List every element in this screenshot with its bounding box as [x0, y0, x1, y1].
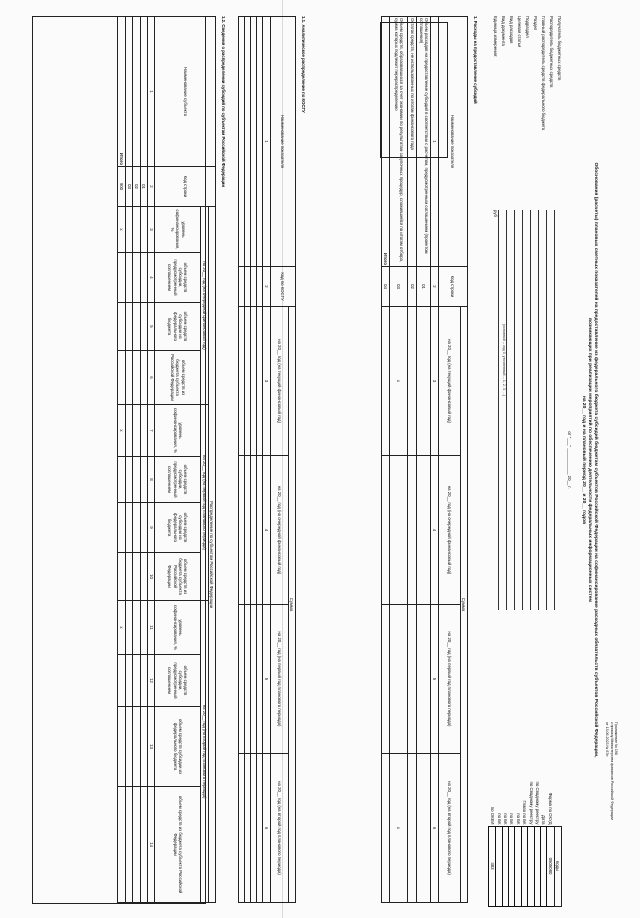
table-cell	[239, 307, 245, 456]
header-field-row	[522, 16, 530, 656]
table-cell	[390, 605, 408, 754]
header-field-line	[530, 210, 531, 610]
codes-value	[515, 826, 521, 906]
col-header: Наименование показателя	[438, 17, 467, 267]
codes-block	[488, 686, 562, 906]
codes-header: Коды	[554, 826, 561, 906]
row-code: 03	[125, 167, 132, 207]
row-code: 900	[118, 167, 125, 207]
unit-value: руб	[493, 210, 498, 217]
col-header: на 20__ год (на первый год планового периода)	[270, 605, 288, 754]
table-cell	[251, 267, 257, 307]
codes-value	[521, 826, 527, 906]
header-field-label: Целевая статья	[517, 16, 522, 48]
col-number: 4	[263, 456, 270, 605]
sub-col-header: объем средств из бюджета субъекта Российской Федерации	[155, 351, 201, 405]
codes-label: по Сводному реестру	[534, 781, 540, 825]
group-header: Распределение по субъектам Российской Федерации	[208, 207, 215, 903]
sub-col-header: уровень софинансирования, %	[155, 207, 201, 253]
table-cell	[408, 307, 417, 456]
col-number: 6	[147, 351, 154, 405]
row-code: 04	[382, 267, 390, 307]
table-cell: x	[118, 207, 125, 253]
codes-value: 383	[489, 826, 496, 906]
section1-1-title: 1.1. Аналитическое распределение по КОСГУ	[301, 16, 306, 113]
section1-1-table	[238, 16, 296, 903]
table-cell	[257, 17, 263, 267]
table-cell	[382, 605, 390, 754]
codes-label: Глава по БК	[522, 800, 528, 825]
codes-label: по БК	[496, 813, 502, 825]
codes-label: по БК	[515, 813, 521, 825]
table-cell	[382, 754, 390, 903]
table-cell	[245, 605, 251, 754]
table-cell	[257, 307, 263, 456]
header-field-label: Получатель бюджетных средств	[557, 16, 562, 81]
table-cell	[239, 267, 245, 307]
col-number: 1	[147, 17, 154, 167]
appendix-line: Приложение № 198	[614, 722, 618, 755]
col-number: 1	[431, 17, 438, 267]
table-cell	[245, 307, 251, 456]
col-number: 2	[263, 267, 270, 307]
title-line: возникающих при реализации мероприятий по обеспечению деятельности федеральных информационных систем	[586, 318, 592, 602]
codes-label: по Сводному реестру	[528, 781, 534, 825]
col-header: на 20__ год (на текущий финансовый год)	[270, 307, 288, 456]
title-line: Обоснования (расчеты) плановых сметных показателей на предоставление из федерального бюджета субсидий бюджетам субъектов Российской Федерации на софинансирование расходных обязательств субъектов Российской Федерации,	[593, 162, 598, 758]
codes-value: 0505080	[547, 826, 554, 906]
sub-col-header: уровень софинансирования, %	[155, 405, 201, 457]
row-code: 02	[408, 267, 417, 307]
codes-value	[509, 826, 515, 906]
codes-label: Дата	[541, 814, 547, 825]
table-cell	[251, 605, 257, 754]
table-cell	[245, 456, 251, 605]
col-number: 3	[431, 307, 438, 456]
table-cell	[417, 456, 431, 605]
sub-col-header: объем средств субсидии из федерального бюджета	[155, 303, 201, 351]
row-name: Остаток средств, не использованных по итогам финансового года	[408, 17, 417, 267]
col-number: 11	[147, 601, 154, 655]
table-cell	[245, 17, 251, 267]
table-cell	[251, 456, 257, 605]
col-number: 6	[431, 754, 438, 903]
table-cell	[251, 307, 257, 456]
col-header: Наименование показателя	[270, 17, 295, 267]
header-field-row	[554, 16, 562, 656]
col-header: на 20__ год (на текущий финансовый год)	[438, 307, 460, 456]
col-number: 1	[263, 17, 270, 267]
col-number: 10	[147, 553, 154, 601]
section1-2-frame	[32, 16, 206, 904]
header-field-row	[546, 16, 554, 656]
table-cell	[239, 605, 245, 754]
section1-title: 1. Расходы на предоставление субсидий	[473, 16, 478, 104]
header-field-line	[514, 210, 515, 610]
header-field-label: Главный распорядитель средств федерального бюджета	[541, 16, 546, 131]
col-header: на 20__ год (на второй год планового периода)	[438, 754, 460, 903]
header-field-label: Вид расходов	[509, 16, 514, 44]
col-number: 5	[147, 303, 154, 351]
header-field-line	[506, 210, 507, 610]
table-cell	[251, 17, 257, 267]
total-label: Итого	[118, 17, 125, 167]
col-number: 14	[147, 787, 154, 903]
col-number: 2	[147, 167, 154, 207]
appendix-line: к приказу Министерства финансов Российской Федерации	[609, 722, 614, 820]
year-header: на 20__ год (на первый год планового периода)	[201, 405, 208, 601]
col-number: 5	[263, 605, 270, 754]
sub-col-header: объем средств субсидии из федерального бюджета	[155, 707, 201, 787]
col-number: 12	[147, 655, 154, 707]
col-number: 5	[431, 605, 438, 754]
table-cell	[408, 456, 417, 605]
table-cell	[257, 605, 263, 754]
row-name: Объем средств, образовавшихся за счет экономии по результатам закупочных процедур, сложившейся по итогам отбора, сумма которых подлежит перераспределению	[390, 17, 408, 267]
header-field-line	[538, 210, 539, 610]
header-field-label: Подраздел	[525, 16, 530, 38]
table-cell	[251, 754, 257, 903]
header-field-label: Раздел	[533, 16, 538, 31]
sum-header: Сумма	[460, 307, 467, 903]
table-cell	[390, 456, 408, 605]
header-field-line	[554, 210, 555, 610]
table-cell: x	[390, 307, 408, 456]
row-name: Объем расходов на предоставление субсидий в соответствии с расчетом, предусмотренным соглашением (проектом соглашения)	[417, 17, 431, 267]
sub-col-header: объем средств из бюджета субъекта Российской Федерации	[155, 553, 201, 601]
col-number: 3	[263, 307, 270, 456]
table-cell	[382, 307, 390, 456]
table-cell	[382, 456, 390, 605]
header-field-row	[514, 16, 522, 656]
codes-label: по ОКЕИ	[489, 806, 495, 825]
table-cell	[257, 456, 263, 605]
col-number: 7	[147, 405, 154, 457]
header-field-line	[522, 210, 523, 610]
row-code: 02	[133, 167, 140, 207]
col-header: Код строки	[155, 167, 216, 207]
appendix-block	[605, 722, 618, 902]
col-number: 8	[147, 457, 154, 503]
col-number: 2	[431, 267, 438, 307]
table-cell: x	[390, 754, 408, 903]
row-code: 01	[140, 167, 147, 207]
header-field-label: Единица измерения:	[493, 16, 498, 58]
sub-col-header: объем средств субсидии из федерального бюджета	[155, 503, 201, 553]
table-cell	[257, 754, 263, 903]
codes-table	[488, 686, 562, 907]
sub-col-header: объем средств субсидии, предусмотренный соглашением	[155, 655, 201, 707]
col-number: 3	[147, 207, 154, 253]
rotated-form-page	[24, 10, 624, 908]
col-number: 4	[431, 456, 438, 605]
col-number: 4	[147, 253, 154, 303]
highlight-box	[380, 22, 448, 158]
table-cell	[417, 307, 431, 456]
sub-col-header: объем средств субсидии, предусмотренный соглашением	[155, 457, 201, 503]
col-number: 9	[147, 503, 154, 553]
row-code: 03	[390, 267, 408, 307]
header-field-row	[530, 16, 538, 656]
header-field-label: Распорядитель бюджетных средств	[549, 16, 554, 88]
col-header: на 20__ год (на первый год планового периода)	[438, 605, 460, 754]
table-cell	[245, 267, 251, 307]
total-label: Итого	[382, 17, 390, 267]
table-cell: x	[118, 405, 125, 457]
header-field-label: Вид документа	[501, 16, 506, 46]
title-line: на 20__ год и на плановый период 20__ и 20__ годов	[580, 395, 586, 525]
document-title	[580, 50, 598, 870]
header-field-line	[498, 210, 499, 610]
codes-value	[528, 826, 534, 906]
codes-value	[534, 826, 540, 906]
year-header: на 20__ год (на второй год планового периода)	[201, 601, 208, 903]
table-cell	[239, 456, 245, 605]
sub-col-header: объем средств субсидии, предусмотренный соглашением	[155, 253, 201, 303]
row-code: 01	[417, 267, 431, 307]
table-cell	[239, 754, 245, 903]
table-cell	[408, 605, 417, 754]
table-cell	[408, 754, 417, 903]
codes-value	[496, 826, 502, 906]
col-number: 6	[263, 754, 270, 903]
sub-col-header: объем средств из бюджета субъекта Российской Федерации	[155, 787, 201, 903]
col-header: Код строки	[438, 267, 467, 307]
table-cell	[245, 754, 251, 903]
table-cell	[417, 605, 431, 754]
codes-label: по БК	[503, 813, 509, 825]
doc-kind-note: (основной -- код 0, уточненный -- 1, 2, 3, ...)	[502, 323, 506, 397]
codes-label: Форма по ОКУД	[548, 792, 554, 825]
header-field-line	[546, 210, 547, 610]
table-cell	[257, 267, 263, 307]
col-header: на 20__ год (на второй год планового периода)	[270, 754, 288, 903]
codes-value	[540, 826, 546, 906]
sum-header: Сумма	[288, 307, 295, 903]
col-number: 13	[147, 707, 154, 787]
header-field-row	[538, 16, 546, 656]
table-cell	[239, 17, 245, 267]
col-header: на 20__ год (на очередной финансовый год)	[270, 456, 288, 605]
header-field-row	[506, 16, 514, 656]
year-header: на 20__ год (на очередной финансовый год)	[201, 207, 208, 405]
col-header: Наименование субъекта	[155, 17, 216, 167]
codes-label: по БК	[509, 813, 515, 825]
appendix-line: от 13.06.2023 № 87н	[605, 722, 610, 757]
sub-col-header: уровень софинансирования, %	[155, 601, 201, 655]
col-header: Код по КОСГУ	[270, 267, 295, 307]
codes-value	[502, 826, 508, 906]
section1-2-title: 1.2. Сведения о распределении субсидий по субъектам Российской Федерации	[221, 16, 226, 187]
table-cell: x	[118, 601, 125, 655]
table-cell	[417, 754, 431, 903]
date-line: от "___" ___________ 20__ г.	[567, 431, 572, 489]
col-header: на 20__ год (на очередной финансовый год)	[438, 456, 460, 605]
